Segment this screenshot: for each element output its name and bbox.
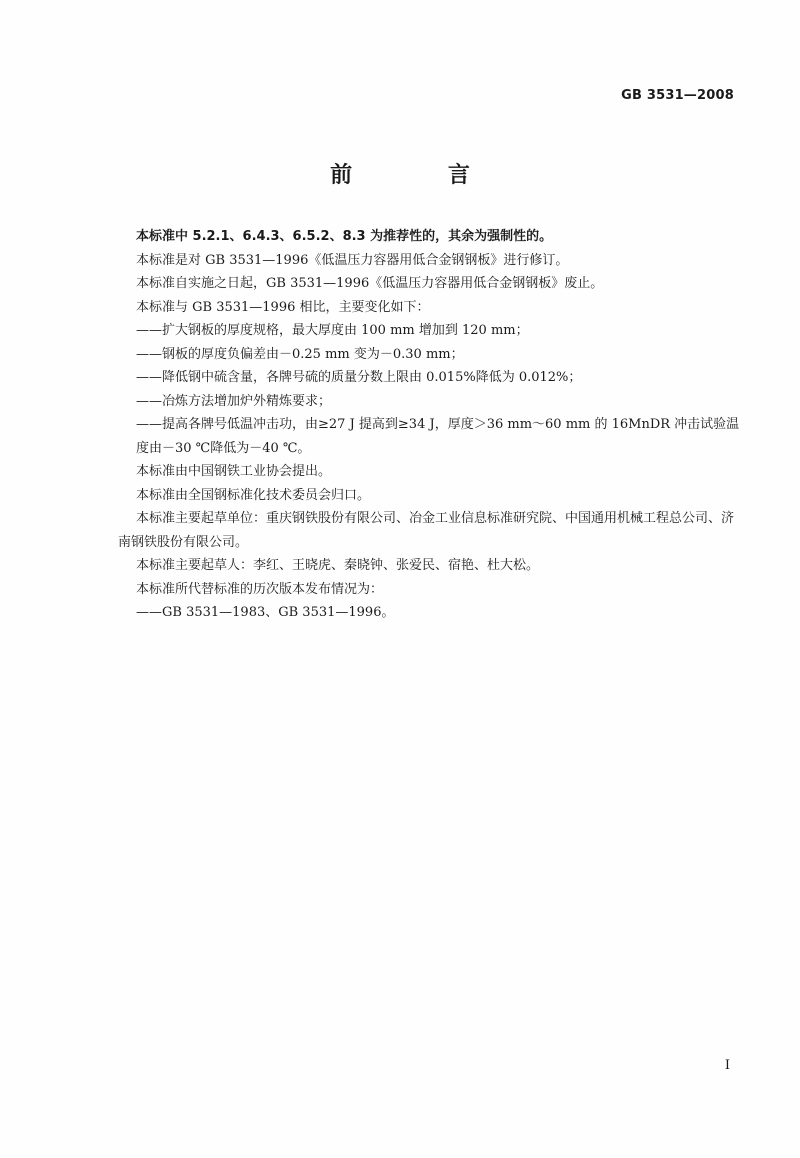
paragraph-main-changes: 本标准与 GB 3531—1996 相比，主要变化如下：: [136, 299, 430, 315]
page-title: 前 言: [330, 163, 514, 188]
paragraph-recommended-clauses: 本标准中 5.2.1、6.4.3、6.5.2、8.3 为推荐性的，其余为强制性的。: [136, 229, 553, 244]
change-item: ——钢板的厚度负偏差由－0.25 mm 变为－0.30 mm；: [136, 346, 464, 362]
page-number: I: [724, 1058, 730, 1073]
foreword-body: [118, 225, 746, 625]
change-item: ——提高各牌号低温冲击功，由≥27 J 提高到≥34 J，厚度＞36 mm～60 mm 的 16MnDR 冲击试验温度由－30 ℃降低为－40 ℃。: [136, 417, 740, 456]
paragraph-previous-editions: 本标准所代替标准的历次版本发布情况为：: [136, 581, 384, 597]
change-item: ——降低钢中硫含量，各牌号硫的质量分数上限由 0.015%降低为 0.012%；: [136, 370, 582, 385]
paragraph-supersede: 本标准自实施之日起，GB 3531—1996《低温压力容器用低合金钢钢板》废止。: [136, 276, 604, 291]
paragraph-administered-by: 本标准由全国钢标准化技术委员会归口。: [136, 487, 371, 503]
standard-number: GB 3531—2008: [621, 88, 734, 103]
paragraph-revision: 本标准是对 GB 3531—1996《低温压力容器用低合金钢钢板》进行修订。: [136, 252, 569, 268]
change-item: ——扩大钢板的厚度规格，最大厚度由 100 mm 增加到 120 mm；: [136, 323, 529, 338]
paragraph-drafters: 本标准主要起草人：李红、王晓虎、秦晓钟、张爱民、宿艳、杜大松。: [136, 558, 540, 573]
paragraph-drafting-units: 本标准主要起草单位：重庆钢铁股份有限公司、冶金工业信息标准研究院、中国通用机械工程总公司、济南钢铁股份有限公司。: [118, 511, 735, 550]
paragraph-proposed-by: 本标准由中国钢铁工业协会提出。: [136, 464, 332, 479]
previous-editions-list: ——GB 3531—1983、GB 3531—1996。: [136, 605, 395, 620]
change-item: ——冶炼方法增加炉外精炼要求；: [136, 393, 332, 409]
